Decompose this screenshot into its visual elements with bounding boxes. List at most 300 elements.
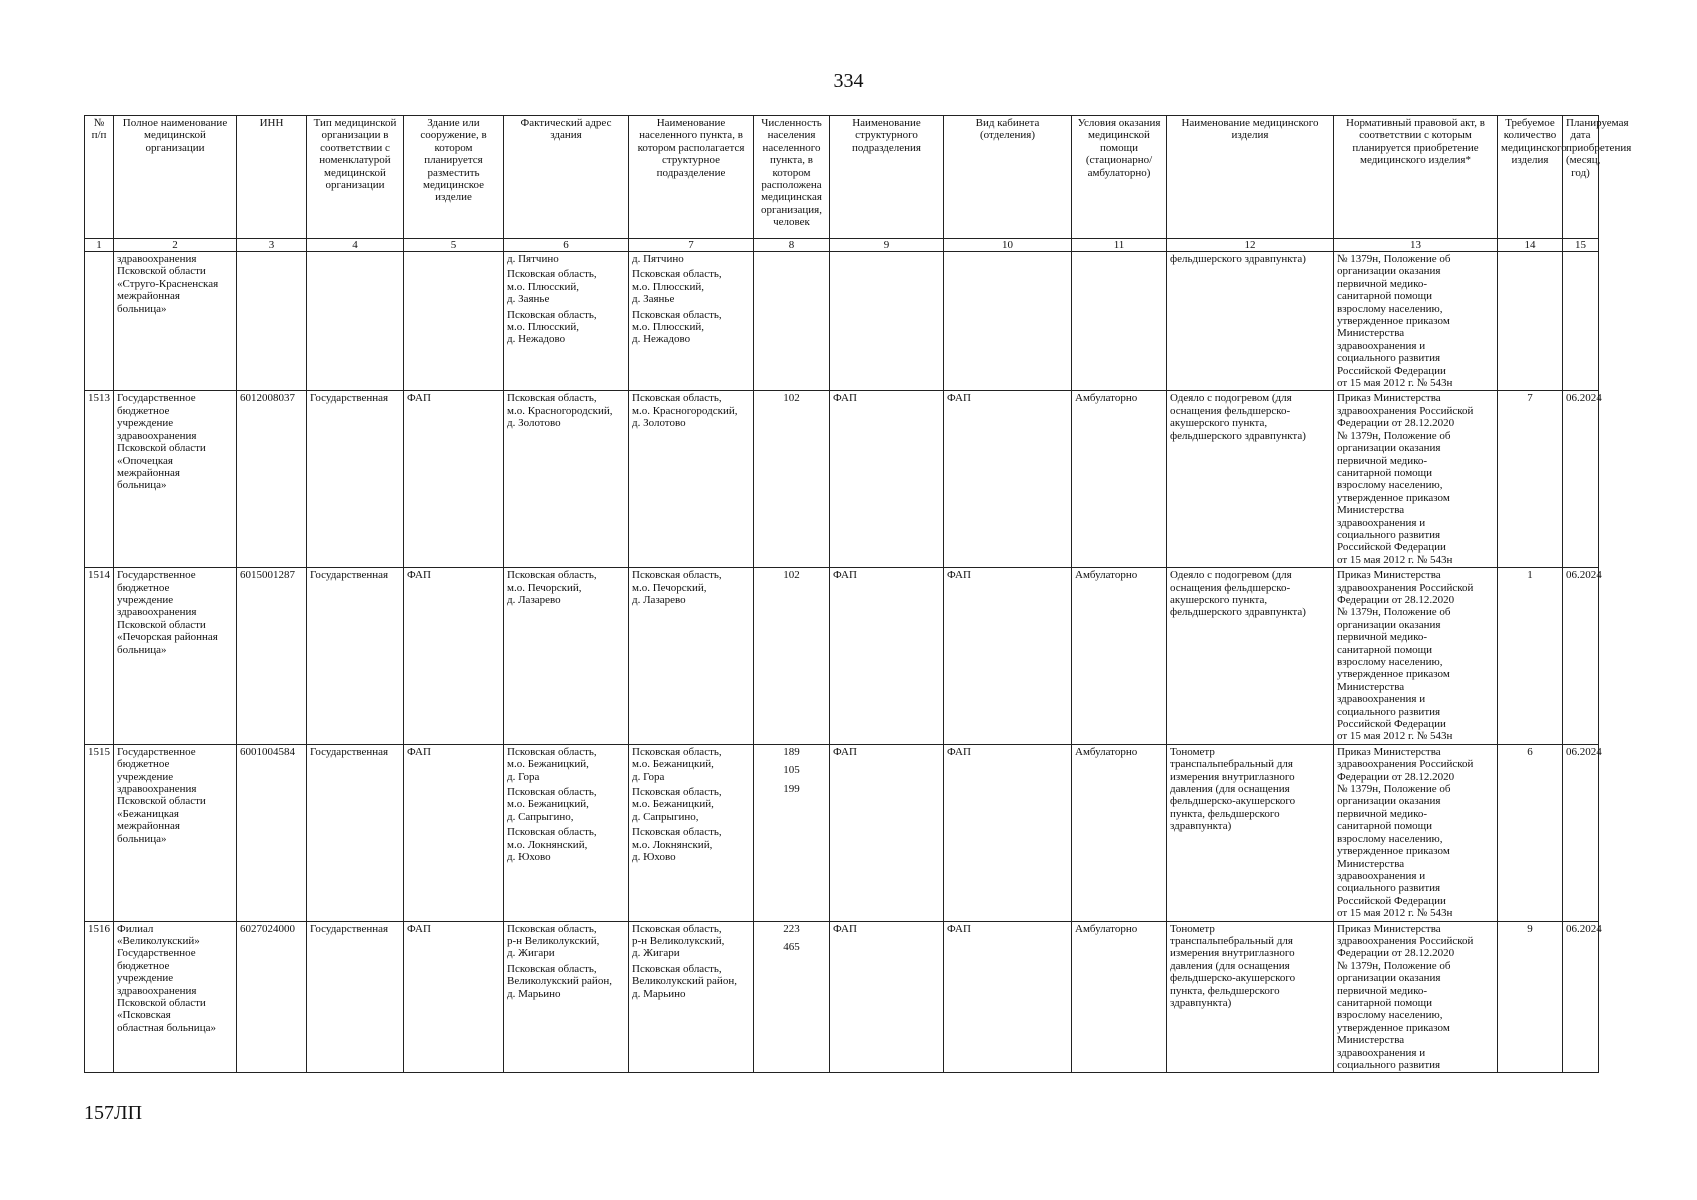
column-number: 4 [307, 239, 404, 252]
column-header: Здание или сооружение, в котором планируется разместить медицинское изделие [404, 116, 504, 239]
act-line: Федерации от 28.12.2020 [1337, 593, 1455, 606]
cell-qty: 9 [1498, 921, 1563, 1073]
registry-table [84, 115, 1632, 1073]
settlement-group-line: р-н Великолукский, [632, 934, 725, 947]
act-line: № 1379н, Положение об [1337, 429, 1451, 442]
cell-settlement [629, 921, 754, 1073]
column-header: Наименование структурного подразделения [830, 116, 944, 239]
device-line: Одеяло с подогревом (для [1170, 392, 1292, 405]
column-header: № п/п [85, 116, 114, 239]
org-line: больница» [117, 479, 167, 492]
column-header: Численность населения населенного пункта, в котором расположена медицинская организация, человек [754, 116, 830, 239]
cell-date: 06.2024 [1563, 921, 1599, 1073]
cell-conditions: Амбулаторно [1072, 921, 1167, 1073]
cell-type: Государственная [307, 568, 404, 745]
org-line: «Струго-Красненская [117, 277, 219, 290]
org-line: учреждение [117, 770, 174, 783]
act-line: здравоохранения и [1337, 693, 1426, 706]
act-line: Федерации от 28.12.2020 [1337, 947, 1455, 960]
cell-org [114, 568, 237, 745]
act-line: Министерства [1337, 1034, 1405, 1047]
act-line: Федерации от 28.12.2020 [1337, 417, 1455, 430]
address-group-line: р-н Великолукский, [507, 934, 600, 947]
address-group-line: д. Сапрыгино, [507, 810, 574, 823]
org-line: учреждение [117, 972, 174, 985]
column-number-row [85, 239, 1599, 252]
address-group-line: д. Золотово [507, 417, 561, 430]
cell-date: 06.2024 [1563, 744, 1599, 921]
act-line: Министерства [1337, 680, 1405, 693]
page-number: 334 [833, 70, 864, 92]
org-line: «Бежаницкая [117, 807, 179, 820]
address-group-line: д. Лазарево [507, 593, 561, 606]
settlement-group-line: д. Жигари [632, 947, 680, 960]
cell-device [1167, 252, 1334, 391]
column-number: 1 [85, 239, 114, 252]
act-line: организации оказания [1337, 795, 1441, 808]
act-line: от 15 мая 2012 г. № 543н [1337, 553, 1453, 566]
cell-building: ФАП [404, 391, 504, 568]
settlement-group [632, 746, 750, 783]
address-group-line: Псковская область, [507, 308, 597, 321]
cell-building: ФАП [404, 921, 504, 1073]
org-line: Филиал [117, 922, 154, 935]
cell-conditions: Амбулаторно [1072, 568, 1167, 745]
org-line: больница» [117, 302, 167, 315]
address-group [507, 786, 625, 823]
settlement-group [632, 786, 750, 823]
address-group-line: Псковская область, [507, 962, 597, 975]
address-group-line: д. Юхово [507, 851, 551, 864]
cell-date: 06.2024 [1563, 391, 1599, 568]
org-line: бюджетное [117, 959, 170, 972]
org-line: межрайонная [117, 466, 180, 479]
cell-inn: 6001004584 [237, 744, 307, 921]
act-line: взрослому населению, [1337, 1009, 1443, 1022]
act-line: утвержденное приказом [1337, 491, 1450, 504]
cell-device [1167, 921, 1334, 1073]
cell-act [1334, 921, 1498, 1073]
population-value: 105 [783, 764, 800, 777]
address-group-line: м.о. Бежаницкий, [507, 798, 589, 811]
settlement-group-line: Псковская область, [632, 922, 722, 935]
cell-address [504, 391, 629, 568]
org-line: Государственное [117, 569, 196, 582]
org-line: больница» [117, 832, 167, 845]
settlement-group-line: Псковская область, [632, 745, 722, 758]
device-line: фельдшерского здравпункта) [1170, 606, 1306, 619]
column-number: 14 [1498, 239, 1563, 252]
act-line: социального развития [1337, 352, 1441, 365]
column-number: 6 [504, 239, 629, 252]
act-line: № 1379н, Положение об [1337, 253, 1451, 265]
org-line: учреждение [117, 417, 174, 430]
org-line: межрайонная [117, 290, 180, 303]
device-line: оснащения фельдшерско- [1170, 404, 1291, 417]
act-line: утвержденное приказом [1337, 315, 1450, 328]
table-body [85, 252, 1602, 1073]
address-group-line: д. Пятчино [507, 253, 559, 265]
act-line: санитарной помощи [1337, 643, 1433, 656]
column-header: Планируемая дата приобретения (месяц, год) [1563, 116, 1599, 239]
cell-unit: ФАП [830, 568, 944, 745]
population-value: 102 [783, 392, 800, 405]
act-line: взрослому населению, [1337, 479, 1443, 492]
population-value: 189 [783, 745, 800, 758]
act-line: Министерства [1337, 857, 1405, 870]
settlement-group-line: Псковская область, [632, 268, 722, 281]
cell-inn: 6015001287 [237, 568, 307, 745]
cell-act [1334, 252, 1498, 391]
column-header: Требуемое количество медицинского изделия [1498, 116, 1563, 239]
act-line: Российской Федерации [1337, 894, 1446, 907]
address-group [507, 253, 625, 265]
settlement-group-line: Псковская область, [632, 569, 722, 582]
device-line: фельдшерского здравпункта) [1170, 429, 1306, 442]
settlement-group-line: д. Лазарево [632, 593, 686, 606]
column-number: 3 [237, 239, 307, 252]
cell-conditions: Амбулаторно [1072, 744, 1167, 921]
org-line: здравоохранения [117, 783, 197, 796]
address-group-line: м.о. Плюсский, [507, 280, 579, 293]
org-line: бюджетное [117, 758, 170, 771]
column-header: Вид кабинета (отделения) [944, 116, 1072, 239]
cell-inn: 6027024000 [237, 921, 307, 1073]
column-number: 9 [830, 239, 944, 252]
settlement-group-line: м.о. Плюсский, [632, 280, 704, 293]
org-line: больница» [117, 643, 167, 656]
cell-building: ФАП [404, 568, 504, 745]
cell-device [1167, 744, 1334, 921]
cell-building [404, 252, 504, 391]
device-line: фельдшерско-акушерского [1170, 972, 1296, 985]
cell-qty: 6 [1498, 744, 1563, 921]
header-row [85, 116, 1599, 239]
device-line: здравпункта) [1170, 996, 1232, 1009]
cell-room: ФАП [944, 391, 1072, 568]
settlement-group-line: м.о. Красногородский, [632, 404, 738, 417]
org-line: Государственное [117, 392, 196, 405]
settlement-group-line: д. Заянье [632, 293, 675, 306]
column-number: 15 [1563, 239, 1599, 252]
act-line: Российской Федерации [1337, 364, 1446, 377]
cell-population [754, 568, 830, 745]
settlement-group-line: м.о. Плюсский, [632, 321, 704, 334]
table-row [85, 391, 1599, 568]
column-header: Тип медицинской организации в соответствии с номенклатурой медицинской организации [307, 116, 404, 239]
cell-settlement [629, 252, 754, 391]
address-group-line: м.о. Печорский, [507, 581, 582, 594]
population-value: 102 [783, 569, 800, 582]
act-line: № 1379н, Положение об [1337, 783, 1451, 796]
address-group [507, 746, 625, 783]
act-line: здравоохранения и [1337, 1046, 1426, 1059]
settlement-group-line: д. Пятчино [632, 253, 684, 265]
device-line: давления (для оснащения [1170, 783, 1290, 796]
cell-unit: ФАП [830, 391, 944, 568]
org-line: учреждение [117, 593, 174, 606]
device-line: измерения внутриглазного [1170, 770, 1295, 783]
org-line: здравоохранения [117, 606, 197, 619]
cell-act [1334, 391, 1498, 568]
act-line: утвержденное приказом [1337, 845, 1450, 858]
column-number: 10 [944, 239, 1072, 252]
address-group-line: Псковская область, [507, 392, 597, 405]
cell-qty [1498, 252, 1563, 391]
cell-room: ФАП [944, 744, 1072, 921]
cell-type [307, 252, 404, 391]
cell-inn [237, 252, 307, 391]
act-line: Приказ Министерства [1337, 392, 1441, 405]
device-line: пункта, фельдшерского [1170, 807, 1280, 820]
address-group [507, 923, 625, 960]
settlement-group-line: Псковская область, [632, 392, 722, 405]
org-line: «Псковская [117, 1009, 171, 1022]
act-line: организации оказания [1337, 972, 1441, 985]
cell-address [504, 744, 629, 921]
address-group [507, 826, 625, 863]
settlement-group-line: д. Марьино [632, 987, 686, 1000]
cell-settlement [629, 568, 754, 745]
cell-population [754, 391, 830, 568]
settlement-group-line: м.о. Печорский, [632, 581, 707, 594]
device-line: Одеяло с подогревом (для [1170, 569, 1292, 582]
settlement-group-line: д. Сапрыгино, [632, 810, 699, 823]
cell-date [1563, 252, 1599, 391]
address-group-line: д. Заянье [507, 293, 550, 306]
act-line: взрослому населению, [1337, 302, 1443, 315]
org-line: Псковской области [117, 795, 206, 808]
settlement-group-line: д. Нежадово [632, 333, 691, 346]
settlement-group [632, 309, 750, 346]
cell-room: ФАП [944, 568, 1072, 745]
column-number: 12 [1167, 239, 1334, 252]
settlement-group-line: м.о. Локнянский, [632, 838, 713, 851]
device-line: оснащения фельдшерско- [1170, 581, 1291, 594]
address-group-line: Псковская область, [507, 786, 597, 799]
device-line: акушерского пункта, [1170, 593, 1268, 606]
table-row [85, 744, 1599, 921]
act-line: здравоохранения и [1337, 869, 1426, 882]
cell-device [1167, 391, 1334, 568]
settlement-group-line: Псковская область, [632, 308, 722, 321]
cell-settlement [629, 744, 754, 921]
org-line: бюджетное [117, 581, 170, 594]
settlement-group-line: Псковская область, [632, 826, 722, 839]
act-line: социального развития [1337, 882, 1441, 895]
population-value: 223 [783, 922, 800, 935]
column-number: 13 [1334, 239, 1498, 252]
act-line: первичной медико- [1337, 984, 1428, 997]
cell-unit [830, 252, 944, 391]
cell-num: 1516 [85, 921, 114, 1073]
column-header: Нормативный правовой акт, в соответствии с которым планируется приобретение медицинского изделия* [1334, 116, 1498, 239]
cell-population [754, 921, 830, 1073]
cell-org [114, 391, 237, 568]
address-group [507, 963, 625, 1000]
act-line: утвержденное приказом [1337, 668, 1450, 681]
table-row [85, 921, 1599, 1073]
cell-device [1167, 568, 1334, 745]
org-line: бюджетное [117, 404, 170, 417]
column-number: 7 [629, 239, 754, 252]
org-line: «Великолукский» [117, 934, 200, 947]
address-group-line: Великолукский район, [507, 975, 612, 988]
settlement-group-line: д. Юхово [632, 851, 676, 864]
cell-org [114, 252, 237, 391]
act-line: Министерства [1337, 504, 1405, 517]
act-line: социального развития [1337, 705, 1441, 718]
act-line: санитарной помощи [1337, 466, 1433, 479]
act-line: санитарной помощи [1337, 290, 1433, 303]
cell-unit: ФАП [830, 921, 944, 1073]
device-line: фельдшерско-акушерского [1170, 795, 1296, 808]
org-line: Псковской области [117, 618, 206, 631]
cell-address [504, 921, 629, 1073]
settlement-group [632, 826, 750, 863]
address-group-line: Псковская область, [507, 922, 597, 935]
cell-room: ФАП [944, 921, 1072, 1073]
column-number: 2 [114, 239, 237, 252]
act-line: социального развития [1337, 528, 1441, 541]
act-line: первичной медико- [1337, 277, 1428, 290]
cell-qty: 1 [1498, 568, 1563, 745]
footer-code: 157ЛП [84, 1102, 143, 1124]
act-line: Приказ Министерства [1337, 745, 1441, 758]
act-line: от 15 мая 2012 г. № 543н [1337, 730, 1453, 743]
address-group-line: м.о. Локнянский, [507, 838, 588, 851]
act-line: здравоохранения и [1337, 516, 1426, 529]
cell-org [114, 744, 237, 921]
column-header: Фактический адрес здания [504, 116, 629, 239]
act-line: Приказ Министерства [1337, 922, 1441, 935]
settlement-group-line: д. Гора [632, 770, 665, 783]
settlement-group [632, 963, 750, 1000]
settlement-group-line: м.о. Бежаницкий, [632, 758, 714, 771]
cell-num [85, 252, 114, 391]
act-line: социального развития [1337, 1059, 1441, 1071]
device-line: здравпункта) [1170, 820, 1232, 833]
device-line: акушерского пункта, [1170, 417, 1268, 430]
column-header: Условия оказания медицинской помощи (стационарно/ амбулаторно) [1072, 116, 1167, 239]
address-group [507, 309, 625, 346]
act-line: № 1379н, Положение об [1337, 606, 1451, 619]
act-line: взрослому населению, [1337, 656, 1443, 668]
device-line: измерения внутриглазного [1170, 947, 1295, 960]
org-line: Псковской области [117, 996, 206, 1009]
table-row [85, 568, 1599, 745]
cell-inn: 6012008037 [237, 391, 307, 568]
settlement-group-line: Великолукский район, [632, 975, 737, 988]
address-group-line: м.о. Бежаницкий, [507, 758, 589, 771]
act-line: первичной медико- [1337, 631, 1428, 644]
cell-qty: 7 [1498, 391, 1563, 568]
cell-settlement [629, 391, 754, 568]
device-line: фельдшерского здравпункта) [1170, 253, 1306, 265]
column-number: 5 [404, 239, 504, 252]
act-line: взрослому населению, [1337, 832, 1443, 845]
org-line: здравоохранения [117, 253, 197, 265]
cell-building: ФАП [404, 744, 504, 921]
act-line: здравоохранения и [1337, 339, 1426, 352]
act-line: Приказ Министерства [1337, 569, 1441, 582]
act-line: от 15 мая 2012 г. № 543н [1337, 907, 1453, 920]
act-line: здравоохранения Российской [1337, 934, 1474, 947]
act-line: здравоохранения Российской [1337, 581, 1474, 594]
column-number: 8 [754, 239, 830, 252]
address-group-line: Псковская область, [507, 569, 597, 582]
settlement-group [632, 253, 750, 265]
settlement-group [632, 923, 750, 960]
org-line: межрайонная [117, 820, 180, 833]
population-value: 465 [783, 940, 800, 953]
address-group-line: д. Марьино [507, 987, 561, 1000]
population-value: 199 [783, 782, 800, 795]
org-line: «Опочецкая [117, 454, 173, 467]
address-group-line: Псковская область, [507, 826, 597, 839]
cell-type: Государственная [307, 391, 404, 568]
settlement-group [632, 569, 750, 606]
column-header: Полное наименование медицинской организации [114, 116, 237, 239]
act-line: здравоохранения Российской [1337, 758, 1474, 771]
act-line: первичной медико- [1337, 454, 1428, 467]
table-row [85, 252, 1599, 391]
address-group-line: Псковская область, [507, 745, 597, 758]
cell-date: 06.2024 [1563, 568, 1599, 745]
act-line: Федерации от 28.12.2020 [1337, 770, 1455, 783]
org-line: Псковской области [117, 265, 206, 278]
cell-num: 1513 [85, 391, 114, 568]
cell-address [504, 252, 629, 391]
address-group-line: д. Жигари [507, 947, 555, 960]
device-line: давления (для оснащения [1170, 959, 1290, 972]
address-group [507, 268, 625, 305]
device-line: Тонометр [1170, 745, 1215, 758]
cell-num: 1515 [85, 744, 114, 921]
address-group-line: Псковская область, [507, 268, 597, 281]
act-line: Министерства [1337, 327, 1405, 340]
cell-unit: ФАП [830, 744, 944, 921]
device-line: пункта, фельдшерского [1170, 984, 1280, 997]
cell-num: 1514 [85, 568, 114, 745]
address-group-line: м.о. Плюсский, [507, 321, 579, 334]
cell-act [1334, 744, 1498, 921]
settlement-group-line: м.о. Бежаницкий, [632, 798, 714, 811]
column-header: Наименование медицинского изделия [1167, 116, 1334, 239]
cell-address [504, 568, 629, 745]
device-line: транспальпебральный для [1170, 934, 1293, 947]
act-line: Российской Федерации [1337, 718, 1446, 731]
settlement-group [632, 392, 750, 429]
cell-type: Государственная [307, 921, 404, 1073]
device-line: транспальпебральный для [1170, 758, 1293, 771]
act-line: первичной медико- [1337, 807, 1428, 820]
address-group-line: д. Гора [507, 770, 540, 783]
column-header: ИНН [237, 116, 307, 239]
act-line: санитарной помощи [1337, 996, 1433, 1009]
act-line: здравоохранения Российской [1337, 404, 1474, 417]
org-line: здравоохранения [117, 984, 197, 997]
act-line: организации оказания [1337, 618, 1441, 631]
org-line: здравоохранения [117, 429, 197, 442]
cell-act [1334, 568, 1498, 745]
org-line: областная больница» [117, 1021, 216, 1034]
org-line: «Печорская районная [117, 631, 218, 644]
address-group-line: д. Нежадово [507, 333, 566, 346]
act-line: утвержденное приказом [1337, 1021, 1450, 1034]
cell-population [754, 744, 830, 921]
cell-org [114, 921, 237, 1073]
